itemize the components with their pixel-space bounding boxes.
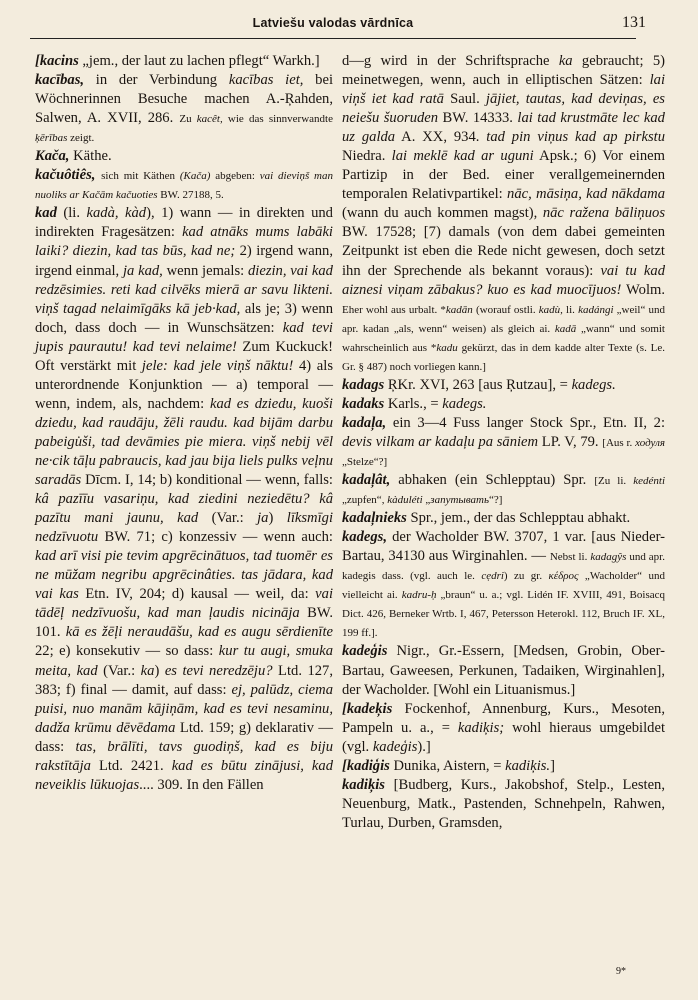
dictionary-entry: kad (li. kadà, kàd), 1) wann — in direkten und indirekten Fragesätzen: kad atnāks mums labāki laiki? diezin, kad tas būs, kad ne; 2) irgend wann, irgend einmal, ja kad, wenn jemals: diezin, vai kad redzēsimies. reti kad cilvēks mierā ar savu likteni. viņš tagad nelaimīgāks kā jeb·kad, als je; 3) wenn doch, dass doch — in Wunschsätzen: kad tevi jupis paurautu! kad tevi nelaime! Zum Kuckuck! Oft verstärkt mit jele: kad jele viņš nāktu! 4) als unterordnende Konjunktion — a) temporal — wenn, indem, als, nachdem: kad es dziedu, kuoši dziedu, kad raudāju, žēli raudu. kad bijām darbu pabeigu̇ši, tad devāmies pie miera. viņš nebij vēl ne·cik tāļu pabraucis, kad jau bija liels pulks veļnu saradās Dīcm. I, 14; b) konditional — wenn, falls: kâ pazīīu vasariņu, kad ziedini neziedētu? kâ pazītu mani jaunu, kad (Var.: ja) līksmīgi nedzīvuotu BW. 71; c) konzessiv — wenn auch: kad arī visi pie tevim apgrēcinātuos, tad tuomēr es ne mūžam negribu apgrēcinâties. tas jādara, kad vai kas Etn. IV, 204; d) kausal — weil, da: vai tādēļ nedzīvuošu, kad man ļaudis nicināja BW. 101. kā es žēļi neraudāšu, kad es augu sērdienīte 22; e) konsekutiv — so dass: kur tu augi, smuka meita, kad (Var.: ka) es tevi neredzēju? Ltd. 127, 383; f) final — damit, auf dass: ej, palūdz, ciema puisi, nuo manām kājiņām, kad es tevi nesaminu, dadža krūmu dēvēdama Ltd. 159; g) deklarativ — dass: tas, brālīti, tavs guodiņš, kad es biju rakstītāja Ltd. 2421. kad es būtu zinājusi, kad neveiklis lūkuojas.... 309. In den Fällen: [35, 205, 334, 793]
running-title: Latviešu valodas vārdnīca: [252, 16, 414, 30]
dictionary-entry: kadags ŖKr. XVI, 263 [aus Ŗutzau], = kadegs.: [342, 376, 616, 393]
dictionary-entry: Kača, Käthe.: [35, 148, 112, 165]
dictionary-entry: d—g wird in der Schriftsprache ka gebraucht; 5) meinetwegen, wenn, auch in elliptischen Sätzen: lai viņš iet kad ratā Saul. jājiet, tautas, kad deviņas, es neiešu šuoruden BW. 14333. lai tad krustmāte lec kad uz galda A. XX, 934. tad pin viņus kad ap pirkstu Niedra. lai meklē kad ar uguni Apsk.; 6) Vor einem Partizip in der Bed. einer verallgemeinernden temporalen Relativpartikel: nāc, māsiņa, kad nākdama (wann du auch kommen magst), nāc raženа bāliņuos BW. 17528; [7) damals (von dem dabei gemeinten Zeitpunkt ist eben die Rede nicht gewesen, doch setzt ihn der Sprechende als bekannt voraus): vai tu kad aiznesi viņam zābakus? kuo es kad muocījuos! Wolm. Eher wohl aus urbalt. *kadān (worauf ostli. kadù, li. kadángi „weil“ und apr. kadan „als, wenn“ weisen) als gleich ai. kadā „wann“ und somit wahrscheinlich aus *kadu gekürzt, das in dem kadde alter Texte (s. Le. Gr. § 487) noch vorliegen kann.]: [342, 53, 666, 373]
page-number: 131: [622, 14, 646, 31]
left-column: [35, 52, 333, 795]
dictionary-entry: kadaļnieks Spr., jem., der das Schlepptau abhakt.: [342, 510, 631, 527]
dictionary-entry: kadegs, der Wacholder BW. 3707, 1 var. [aus Nieder-Bartau, 34130 aus Wirginahlen. — Nebst li. kadagŷs und apr. kadegis dass. (vgl. auch le. cẹdri) zu gr. κέδρος „Wacholder“ und vielleicht ai. kadru-ḥ „braun“ u. a.; vgl. Lidén IF. XVIII, 491, Boisacq Dict. 426, Berneker Wrtb. I, 467, Petersson Heterokl. 112, Bruch IF. XL, 199 ff.].: [342, 529, 665, 640]
dictionary-entry: kacības, in der Verbindung kacības iet, bei Wöchnerinnen Besuche machen A.-Ŗahden, Salwen, A. XVII, 286. Zu kacêt, wie das sinnverwandte ķērības zeigt.: [35, 72, 333, 145]
dictionary-entry: kadaļa, ein 3—4 Fuss langer Stock Spr., Etn. II, 2: devis vilkam ar kadaļu pa sāniem LP. V, 79. [Aus r. ходуля „Stelze“?]: [342, 414, 665, 468]
dictionary-entry: kadiķis [Budberg, Kurs., Jakobshof, Stelp., Lesten, Neuenburg, Matk., Pastenden, Schnehpeln, Rahwen, Turlau, Durben, Gramsden,: [342, 776, 665, 831]
dictionary-entry: [kadeķis Fockenhof, Annenburg, Kurs., Mesoten, Pampeln u. a., = kadiķis; wohl hieraus umgebildet (vgl. kadeģis).]: [342, 700, 665, 755]
page-header: [30, 14, 646, 39]
right-column: [342, 52, 665, 833]
dictionary-entry: kadeģis Nigr., Gr.-Essern, [Medsen, Grobin, Ober-Bartau, Gaweesen, Perkunen, Tadaiken, Wirginahlen], der Wacholder. [Wohl ein Lituanismus.]: [342, 643, 665, 698]
signature-mark: 9*: [616, 966, 626, 977]
dictionary-entry: [kacins „jem., der laut zu lachen pflegt“ Warkh.]: [35, 53, 320, 69]
dictionary-entry: kačuôtiês, sich mit Käthen (Kača) abgeben: vai dieviņš man nuoliks ar Kačām kačuoties BW. 27188, 5.: [35, 167, 334, 202]
dictionary-entry: kadaks Karls., = kadegs.: [342, 395, 487, 412]
dictionary-entry: [kadiģis Dunika, Aistern, = kadiķis.]: [342, 757, 555, 774]
dictionary-entry: kadaļât, abhaken (ein Schlepptau) Spr. [Zu li. kedénti „zupfen“, kàduléti „запутывать“?]: [342, 472, 665, 507]
